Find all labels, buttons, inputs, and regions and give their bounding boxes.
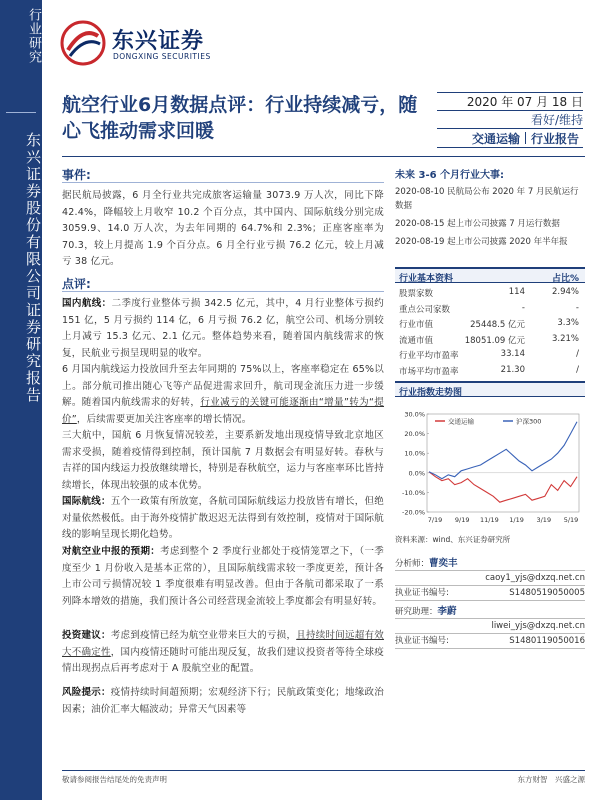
category-report-type: 行业报告 [530,132,579,146]
para-advice [62,628,384,678]
logo-chinese-name: 东兴证券 [112,29,205,54]
para-international-text: 五个一政策有所放宽，各航司国际航线运力投放皆有增长，但绝对量依然极低。由于海外疫情扩散迟迟无法得到有效控制，疫情对于国际航线的影响呈现长期化趋势。 [62,496,384,540]
assistant-cert-label: 执业证书编号: [395,636,449,646]
series-line-hs300 [429,422,577,479]
x-tick-label: 5/19 [563,516,579,524]
para-domestic-label: 国内航线： [62,298,112,309]
analyst-cert: S1480519050005 [509,588,585,598]
para-advice-text-b: ，国内疫情还随时可能出现反复，故我们建议投资者等待全球疫情出现拐点后再考虑对于 A 股航空业的配置。 [62,646,384,674]
header-divider [62,156,585,157]
assistant-cert: S1480119050016 [509,636,585,646]
table-row [395,332,585,348]
footer-disclaimer: 敬请参阅报告结尾处的免责声明 [62,775,167,784]
cell-label: 股票家数 [399,289,434,299]
report-type-tag: 行业研究 [0,0,42,78]
footer-slogan: 东方财智 兴盛之源 [517,775,585,784]
para-risk-text: 疫情持续时间超预期；宏观经济下行；民航政策变化；地缘政治因素；油价汇率大幅波动；异常天气因素等 [62,687,384,715]
para-interim-label: 对航空业中报的预期： [62,546,161,557]
logo-mark-icon [60,20,106,66]
analyst-block [395,556,585,601]
cell-pct: 3.3% [557,318,579,328]
assistant-email: liwei_yjs@dxzq.net.cn [395,619,585,634]
report-title: 航空行业6月数据点评：行业持续减亏，随心飞推动需求回暖 [62,94,418,142]
cell-label: 行业平均市盈率 [399,351,459,361]
chart-source: 资料来源：wind、东兴证券研究所 [395,535,511,544]
company-logo [60,18,230,74]
cell-label: 行业市值 [399,320,434,330]
x-tick-label: 9/19 [454,516,470,524]
analyst-role: 分析师： [395,559,430,569]
cell-value: 114 [508,287,525,297]
para-risk [62,685,384,718]
para-domestic [62,296,384,362]
cell-label: 重点公司家数 [399,304,451,315]
future-event-item: 2020-08-19 起上市公司披露 2020 年半年报 [395,237,568,247]
para-advice-text-a: 考虑到疫情已经为航空业带来巨大的亏损， [110,630,297,641]
industry-table [395,285,585,378]
report-date: 2020 年 07 月 18 日 [437,92,583,110]
events-text: 据民航局披露，6 月全行业共完成旅客运输量 3073.9 万人次，同比下降 42.4%，降幅较上月收窄 10.2 个百分点，其中国内、国际航线分别完成 3059.9、14.0 万人次，为去年同期的 64.7%和 2.3%；正座客座率为 70.3，较上月提高 1.9 个百分点。6 月全行业亏损 76.2 亿元，较上月减亏 38 亿元。 [62,190,384,267]
views-heading: 点评: [62,277,91,291]
table-row [395,316,585,332]
cell-value: 18051.09 亿元 [464,335,525,346]
future-events [395,166,585,249]
footer [62,770,585,785]
cell-label: 市场平均市盈率 [399,366,459,377]
para-domestic-text: 二季度行业整体亏损 342.5 亿元，其中，4 月行业整体亏损约 151 亿，5 月亏损约 114 亿，6 月亏损 76.2 亿，航空公司、机场分别较上月减亏 15.3 亿元、2.1 亿元。整体趋势来看，随着国内航线需求的恢复，民航业亏损呈现明显的收窄。 [62,298,384,359]
rating: 看好/维持 [437,110,583,128]
cell-value: 33.14 [500,349,525,359]
table-row [395,285,585,301]
y-tick-label: 0.0% [408,469,425,478]
firm-name: 东兴证券股份有限公司证券研究报告 [24,132,42,404]
para-capacity-text-a: 6 月国内航线运力投放回升至去年同期的 75%以上，客座率稳定在 65%以上。部分航司推出随心飞等产品促进需求回升，航司现金流压力进一步缓解。随着国内航线需求的好转， [62,364,384,408]
cell-value: - [521,302,525,313]
sidebar [0,0,42,800]
events-underline [62,182,384,183]
cell-label: 流通市值 [399,335,434,346]
cell-pct: / [576,349,579,359]
y-tick-label: 30.0% [404,410,425,419]
assistant-name: 李蔚 [437,606,457,617]
industry-table-title: 行业基本资料 [399,274,454,284]
series-line-transport [429,472,577,502]
cell-value: 21.30 [500,364,525,375]
logo-english-name: DONGXING SECURITIES [113,52,211,61]
category-tags [437,128,583,148]
x-tick-label: 11/19 [480,516,499,524]
analyst-email: caoy1_yjs@dxzq.net.cn [395,571,585,586]
category-industry: 交通运输 [471,132,520,146]
table-row [395,347,585,363]
cell-pct: / [576,364,579,375]
para-international [62,494,384,544]
para-risk-label: 风险提示： [62,687,111,698]
plot-frame [427,414,579,512]
y-tick-label: 20.0% [404,430,425,439]
cell-pct: 2.94% [551,287,579,297]
cell-pct: - [575,302,579,313]
x-tick-label: 3/19 [536,516,552,524]
sidebar-divider [6,112,36,113]
category-divider [525,132,526,144]
para-capacity-text-b: ，后续需要更加关注客座率的增长情况。 [76,413,252,425]
para-interim [62,544,384,610]
future-events-heading: 未来 3-6 个月行业大事: [395,170,505,181]
para-international-label: 国际航线： [62,496,111,507]
analyst-name: 曹奕丰 [429,558,458,569]
x-tick-label: 7/19 [427,516,443,524]
header-info-box [437,92,583,148]
analyst-cert-line [395,586,585,601]
industry-table-header [395,267,585,283]
para-advice-underlined: 且持续时间远超有效大不确定性 [62,630,384,658]
views-underline [62,291,384,292]
para-capacity [62,362,384,428]
table-row [395,301,585,317]
assistant-name-line [395,604,585,619]
cell-value: 25448.5 亿元 [470,320,525,330]
industry-index-chart [395,400,585,530]
future-event-item: 2020-08-15 起上市公司披露 7 月运行数据 [395,219,560,229]
events-heading: 事件: [62,168,91,182]
analyst-name-line [395,556,585,571]
para-advice-label: 投资建议： [62,630,111,641]
assistant-block [395,604,585,649]
para-interim-text: 考虑到整个 2 季度行业都处于疫情笼罩之下，（一季度至少 1 月份收入是基本正常的），且国际航线需求较一季度更差，预计各上市公司亏损情况较 1 季度很难有明显改善。但由于各航司都采取了一系列降本增效的措施，我们预计各公司经营现金流较上季度都会有明显好转。 [62,546,384,607]
y-tick-label: 10.0% [404,449,425,458]
para-big-three: 三大航中，国航 6 月恢复情况较差，主要系新发地出现疫情导致北京地区需求受损，随着疫情得到控制，预计国航 7 月数据会有明显好转。春秋与吉祥的国内线运力投放继续增长，特别是春秋航空，运力与客座率环比皆持续增长，体现出较强的成本优势。 [62,430,384,491]
y-tick-label: -10.0% [402,488,425,497]
x-tick-label: 1/19 [509,516,524,524]
assistant-role: 研究助理： [395,607,438,617]
future-event-item: 2020-08-10 民航局公布 2020 年 7 月民航运行数据 [395,187,579,211]
analyst-cert-label: 执业证书编号: [395,588,449,598]
legend-label: 沪深300 [516,417,542,426]
industry-table-col-pct: 占比% [551,274,579,284]
para-capacity-underlined: 行业减亏的关键可能逐渐由“增量”转为“提价” [62,397,385,425]
assistant-cert-line [395,634,585,649]
table-row [395,363,585,379]
cell-pct: 3.21% [551,333,579,344]
chart-heading: 行业指数走势图 [395,381,585,397]
legend-label: 交通运输 [448,417,474,426]
y-tick-label: -20.0% [402,508,425,517]
